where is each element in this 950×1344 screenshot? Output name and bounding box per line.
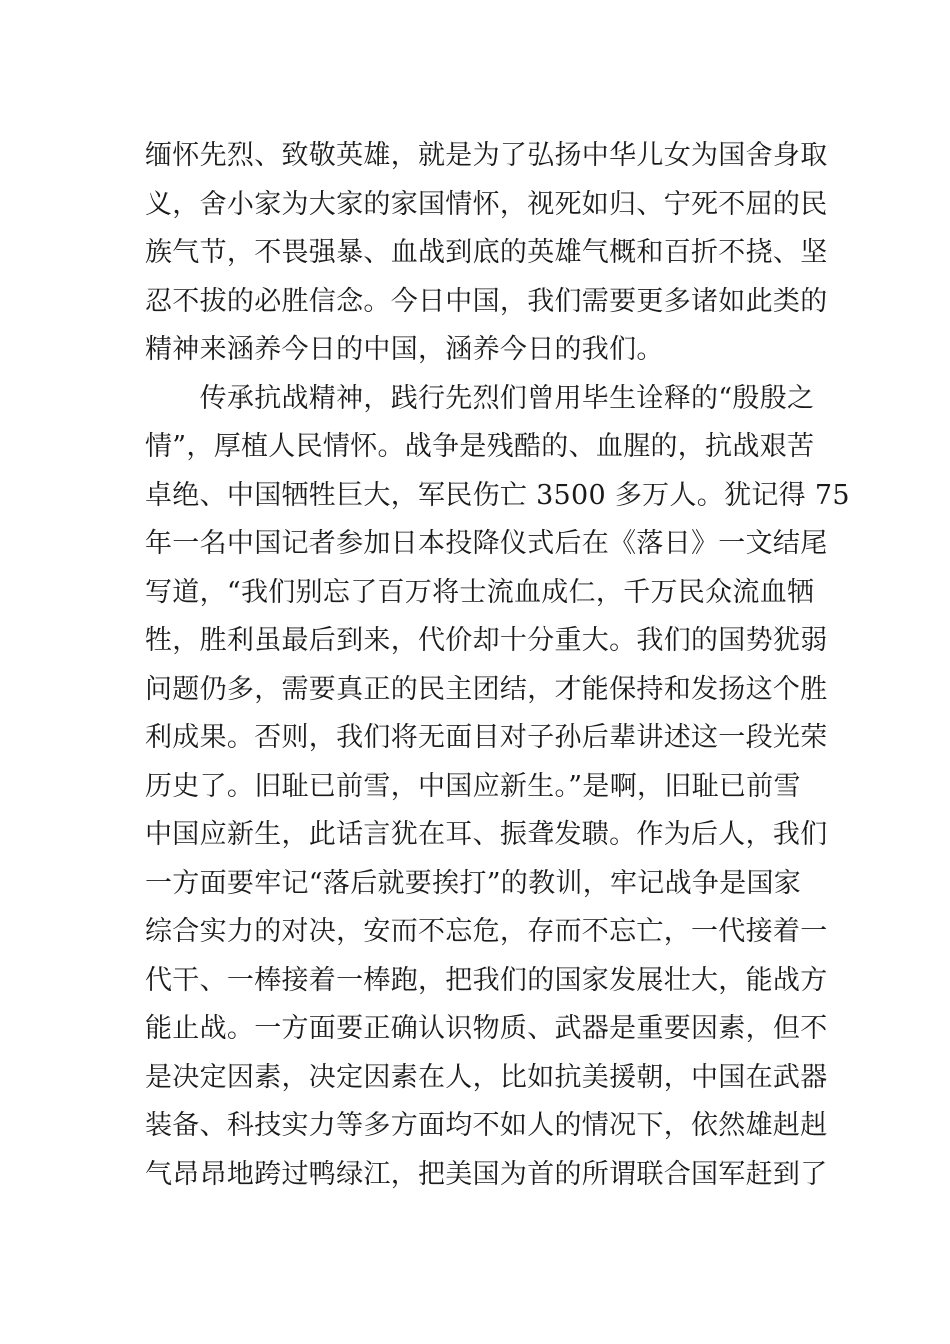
text-line: 族气节，不畏强暴、血战到底的英雄气概和百折不挠、坚 [145, 237, 828, 268]
text-line: 问题仍多，需要真正的民主团结，才能保持和发扬这个胜 [145, 673, 828, 705]
text-line: 传承抗战精神，践行先烈们曾用毕生诠释的“殷殷之 [145, 382, 815, 414]
text-line: 能止战。一方面要正确认识物质、武器是重要因素，但不 [145, 1013, 828, 1044]
text-line: 义，舍小家为大家的家国情怀，视死如归、宁死不屈的民 [145, 188, 828, 220]
body-text [145, 132, 850, 1199]
text-line: 中国应新生，此话言犹在耳、振聋发聩。作为后人，我们 [145, 819, 828, 850]
text-line: 历史了。旧耻已前雪，中国应新生。”是啊，旧耻已前雪 [145, 770, 801, 802]
text-line: 一方面要牢记“落后就要挨打”的教训，牢记战争是国家 [145, 867, 802, 899]
text-line: 牲，胜利虽最后到来，代价却十分重大。我们的国势犹弱 [145, 625, 828, 656]
text-line: 缅怀先烈、致敬英雄，就是为了弘扬中华儿女为国舍身取 [145, 140, 828, 171]
text-line: 利成果。否则，我们将无面目对子孙后辈讲述这一段光荣 [145, 722, 828, 753]
text-line: 气昂昂地跨过鸭绿江，把美国为首的所谓联合国军赶到了 [145, 1158, 828, 1190]
text-line: 是决定因素，决定因素在人，比如抗美援朝，中国在武器 [145, 1061, 828, 1093]
text-line: 装备、科技实力等多方面均不如人的情况下，依然雄赳赳 [145, 1110, 828, 1141]
text-line: 卓绝、中国牺牲巨大，军民伤亡 3500 多万人。犹记得 75 [145, 479, 850, 511]
text-line: 忍不拔的必胜信念。今日中国，我们需要更多诸如此类的 [145, 285, 828, 317]
text-line: 写道，“我们别忘了百万将士流血成仁，千万民众流血牺 [145, 576, 815, 608]
text-line: 综合实力的对决，安而不忘危，存而不忘亡，一代接着一 [145, 916, 828, 947]
text-line: 精神来涵养今日的中国，涵养今日的我们。 [145, 334, 664, 365]
text-line: 情”，厚植人民情怀。战争是残酷的、血腥的，抗战艰苦 [145, 431, 815, 462]
text-line: 年一名中国记者参加日本投降仪式后在《落日》一文结尾 [145, 528, 828, 559]
text-line: 代干、一棒接着一棒跑，把我们的国家发展壮大，能战方 [145, 964, 828, 996]
